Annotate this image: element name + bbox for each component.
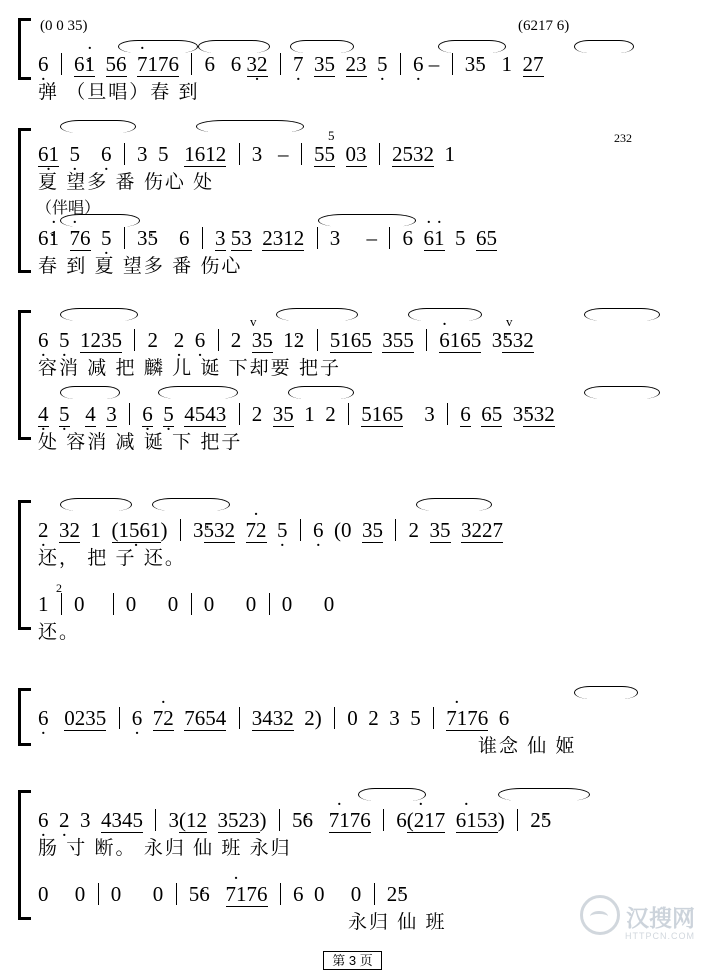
note: 35 [382, 328, 404, 352]
note: 3 · [193, 518, 204, 542]
note: 6 · [142, 402, 153, 427]
note: 2532 [392, 142, 434, 166]
note: 0 [74, 592, 85, 616]
note: 3 · [492, 328, 503, 352]
note: 6 · [38, 706, 49, 730]
note: 3 · [513, 402, 524, 426]
note: 6 · [38, 52, 49, 76]
system-bracket [18, 310, 31, 440]
note: 2 · [59, 808, 70, 832]
watermark [580, 895, 695, 941]
lyric-row: 永归 仙 班 [348, 912, 447, 933]
note: 6 · [74, 52, 85, 77]
barline [239, 403, 240, 425]
system-4 [18, 500, 678, 643]
watermark-logo-icon [580, 895, 620, 935]
note: 5 [158, 142, 169, 166]
slur [60, 386, 120, 399]
note: 0 [74, 882, 86, 906]
system-bracket [18, 18, 31, 80]
barline [348, 403, 349, 425]
note: 53 [476, 808, 498, 832]
note: 2 [304, 706, 315, 730]
note: 76 [158, 52, 179, 76]
note: 1235 [80, 328, 122, 352]
note: 6 [302, 808, 313, 832]
note: 0 [125, 592, 137, 616]
note: 1 · [283, 328, 294, 352]
note: 0 [323, 592, 335, 616]
note: 1 [147, 52, 158, 76]
note: 3 [106, 402, 117, 426]
note: 5 [455, 226, 466, 250]
barline [191, 593, 192, 615]
barline [134, 329, 135, 351]
note: 6 · [195, 328, 206, 352]
barline [124, 143, 125, 165]
note: 6 [204, 52, 215, 76]
barline [113, 593, 114, 615]
barline [119, 707, 120, 729]
note: 5 [475, 52, 486, 76]
note: 3 [329, 226, 341, 250]
note: 2 · [38, 518, 49, 542]
note: 0 [110, 882, 122, 906]
barline [426, 329, 427, 351]
note: · 6 [439, 328, 450, 353]
barline [155, 809, 156, 831]
note: · 1 [434, 226, 445, 251]
note: 5 · [70, 142, 81, 166]
lyric-row: 肠 寸 断。 永归 仙 班 永归 [38, 838, 292, 859]
note: 5 · [59, 402, 70, 427]
note: 2 [251, 402, 263, 426]
barline [374, 883, 375, 905]
slur [416, 498, 492, 511]
system-bracket [18, 128, 31, 273]
note: · 1 [85, 52, 96, 77]
note: 1 [501, 52, 512, 76]
notation-row [38, 808, 551, 833]
barline [383, 809, 384, 831]
note: 5 [540, 808, 552, 832]
note: 65 [476, 226, 497, 250]
note: 6 [396, 808, 407, 832]
page-number-label: 第 3 页 [323, 951, 381, 970]
barline [191, 53, 192, 75]
system-5 [18, 688, 678, 768]
lyric-row: 容消 减 把 麟 儿 诞 下却要 把子 [38, 358, 341, 379]
barline [61, 53, 62, 75]
note: 27 [522, 52, 544, 76]
note: 3227 [461, 518, 503, 542]
note: 3 [424, 402, 435, 426]
note: 6 [230, 52, 242, 76]
annotation-above: 5 [328, 128, 335, 143]
note: 2 [293, 328, 305, 352]
note: · 6 [424, 226, 435, 251]
note: 23 [345, 52, 367, 76]
system-2 [18, 128, 678, 278]
barline [452, 53, 453, 75]
note: 2 [230, 328, 242, 352]
note: 1 [444, 142, 455, 166]
note: (1561 · [112, 518, 161, 543]
notation-row [38, 52, 544, 77]
barline [239, 143, 240, 165]
note: 6 · [38, 226, 49, 250]
barline [317, 227, 318, 249]
note: 35 [272, 402, 294, 426]
note: 532 [502, 328, 534, 352]
slur [574, 40, 634, 53]
note: 3432 [251, 706, 294, 730]
note: 55 [314, 142, 335, 166]
note: 5 [410, 706, 421, 730]
note: 6 [179, 226, 190, 250]
lyric-row: 夏 望多 番 伤心 处 [38, 172, 215, 193]
note: 0 [347, 706, 358, 730]
note: 1612 [184, 142, 227, 166]
note: 03 [345, 142, 367, 166]
note: 56 [105, 52, 127, 76]
note: 5 · [277, 518, 288, 542]
note: 0 [152, 882, 164, 906]
note: · 72 [153, 706, 174, 731]
note: ) [259, 808, 267, 832]
note: 0 [281, 592, 293, 616]
notation-row [38, 706, 509, 731]
barline [280, 53, 281, 75]
note: 5 · [377, 52, 388, 76]
barline [447, 403, 448, 425]
system-3 [18, 310, 678, 453]
note: 6 [460, 402, 471, 426]
breath-mark: v [250, 314, 257, 329]
note: – [366, 226, 377, 250]
note: 2 [368, 706, 379, 730]
note: 3 · [137, 226, 148, 250]
note: · 71 [226, 882, 247, 907]
note: 532 [203, 518, 235, 542]
barline [301, 143, 302, 165]
notation-row [38, 328, 534, 353]
note: 3 [80, 808, 91, 832]
note: 7654 [184, 706, 227, 730]
barline [176, 883, 177, 905]
slur [358, 788, 426, 801]
note: ) [160, 518, 168, 542]
note: 4345 [101, 808, 143, 832]
slur [60, 308, 138, 321]
barline [98, 883, 99, 905]
notation-row [38, 226, 497, 251]
note: · (21 [407, 808, 435, 833]
system-6 [18, 790, 678, 933]
note: 5165 [329, 328, 372, 352]
note: 76 [467, 706, 489, 730]
note: 2 · [530, 808, 541, 832]
breath-mark: v [506, 314, 513, 329]
note: 0 [350, 882, 362, 906]
barline [239, 707, 240, 729]
note: 76 [349, 808, 371, 832]
note: 5 · [163, 402, 174, 427]
note: 0 [167, 592, 179, 616]
slur [498, 788, 590, 801]
notation-row [38, 518, 503, 543]
slur [152, 498, 230, 511]
note: 6 [199, 882, 210, 906]
note: 3 [389, 706, 400, 730]
note: 2 [147, 328, 158, 352]
note: 61 · [38, 142, 59, 167]
note: 4 [85, 402, 96, 426]
note: · 71 [446, 706, 467, 731]
note: 6 · [132, 706, 143, 730]
note: · 71 [329, 808, 350, 833]
lyric-row: 还， 把 子 还。 [38, 548, 186, 569]
note: 6 · [413, 52, 424, 76]
note: 2 [325, 402, 336, 426]
system-bracket [18, 688, 31, 746]
note: 2312 [262, 226, 305, 250]
barline [395, 519, 396, 541]
note: 4543 [184, 402, 227, 426]
lyric-row: 处 容消 减 诞 下 把子 [38, 432, 243, 453]
note: 0 [245, 592, 257, 616]
note: 53 [230, 226, 252, 250]
note: 0 [341, 518, 352, 542]
note: 6 · [101, 142, 112, 166]
note: 2 [408, 518, 419, 542]
system-1 [18, 18, 678, 106]
note: – [278, 142, 289, 166]
page-number [0, 950, 705, 969]
note: 6 [402, 226, 413, 250]
note: 2 · [174, 328, 185, 352]
note: 5 [397, 882, 408, 906]
note: 32 [59, 518, 80, 542]
slur [60, 498, 132, 511]
note: 5 · [59, 328, 70, 352]
note: 5 · [189, 882, 200, 906]
barline [280, 883, 281, 905]
note: 35 [362, 518, 383, 542]
note: 7 · [293, 52, 304, 76]
note: 3 [168, 808, 179, 832]
barline [180, 519, 181, 541]
slur [276, 308, 358, 321]
barline [124, 227, 125, 249]
barline [389, 227, 390, 249]
note: 1 [90, 518, 101, 542]
notation-row [38, 402, 555, 427]
barline [433, 707, 434, 729]
note: 5165 [361, 402, 404, 426]
barline [61, 593, 62, 615]
note: ( [334, 518, 341, 542]
slur [288, 386, 354, 399]
note: – [428, 52, 440, 76]
note: 3523 [217, 808, 260, 832]
note: 0 [38, 882, 49, 906]
note: 5 [147, 226, 158, 250]
slur [196, 120, 304, 133]
note: 6 [80, 226, 91, 250]
note: 3 [215, 226, 226, 250]
note: 5 [403, 328, 414, 352]
note: 3 [251, 142, 263, 166]
note: 6 · [38, 808, 49, 832]
note: 65 [481, 402, 503, 426]
barline [400, 53, 401, 75]
note: 32 · [247, 52, 268, 77]
note: 5 · [101, 226, 112, 250]
watermark-url: HTTPCN.COM [625, 931, 695, 941]
note: 6 [293, 882, 304, 906]
watermark-brand: 汉搜网 [626, 905, 695, 931]
slur [158, 386, 238, 399]
lyric-row: 春 到 夏 望多 番 伤心 [38, 256, 243, 277]
note: 0 [203, 592, 215, 616]
note: 35 [251, 328, 273, 352]
lyric-row: 谁念 仙 姬 [478, 736, 577, 757]
note: (12 [179, 808, 207, 832]
note: 0 [314, 882, 325, 906]
note: 7 [434, 808, 446, 832]
notation-row [38, 142, 455, 167]
notation-row [38, 882, 408, 907]
note: 3 · [465, 52, 476, 76]
slur [574, 686, 638, 699]
note: · 7 [70, 226, 81, 251]
fermata-annotation: 2 [56, 581, 62, 595]
slur [584, 386, 660, 399]
lyric-row: 弹 （旦唱）春 到 [38, 82, 200, 103]
barline [317, 329, 318, 351]
note: 5 · [292, 808, 303, 832]
barline [334, 707, 335, 729]
note: 2 · [387, 882, 398, 906]
note: 6 · [38, 328, 49, 352]
annotation-above-mid: (6217 6) [518, 18, 570, 34]
note: 76 [246, 882, 268, 906]
note: 35 [429, 518, 451, 542]
note: 3 [137, 142, 148, 166]
singer-label: （伴唱） [36, 200, 101, 217]
slur [60, 120, 136, 133]
note: 532 [523, 402, 555, 426]
note: · 61 [456, 808, 477, 833]
note: · 72 [246, 518, 267, 543]
barline [517, 809, 518, 831]
notation-row [38, 592, 334, 616]
lyric-row: 还。 [38, 622, 81, 643]
note: 1 [304, 402, 315, 426]
note: · 1 [49, 226, 60, 250]
note: 6 [498, 706, 510, 730]
note: 0235 [64, 706, 107, 730]
note: 165 [449, 328, 482, 352]
note: 35 [314, 52, 335, 76]
barline [269, 593, 270, 615]
system-bracket [18, 790, 31, 920]
annotation-above: 232 [614, 131, 632, 145]
barline [279, 809, 280, 831]
slur [584, 308, 660, 321]
note: · 7 [137, 52, 148, 77]
barline [379, 143, 380, 165]
barline [202, 227, 203, 249]
note: 4 · [38, 402, 49, 427]
note: ) [497, 808, 505, 832]
annotation-above-start: (0 0 35) [40, 18, 88, 34]
barline [129, 403, 130, 425]
note: ) [314, 706, 322, 730]
barline [300, 519, 301, 541]
system-bracket [18, 500, 31, 630]
barline [218, 329, 219, 351]
note: 1 [38, 592, 49, 616]
note: 6 · [313, 518, 324, 542]
